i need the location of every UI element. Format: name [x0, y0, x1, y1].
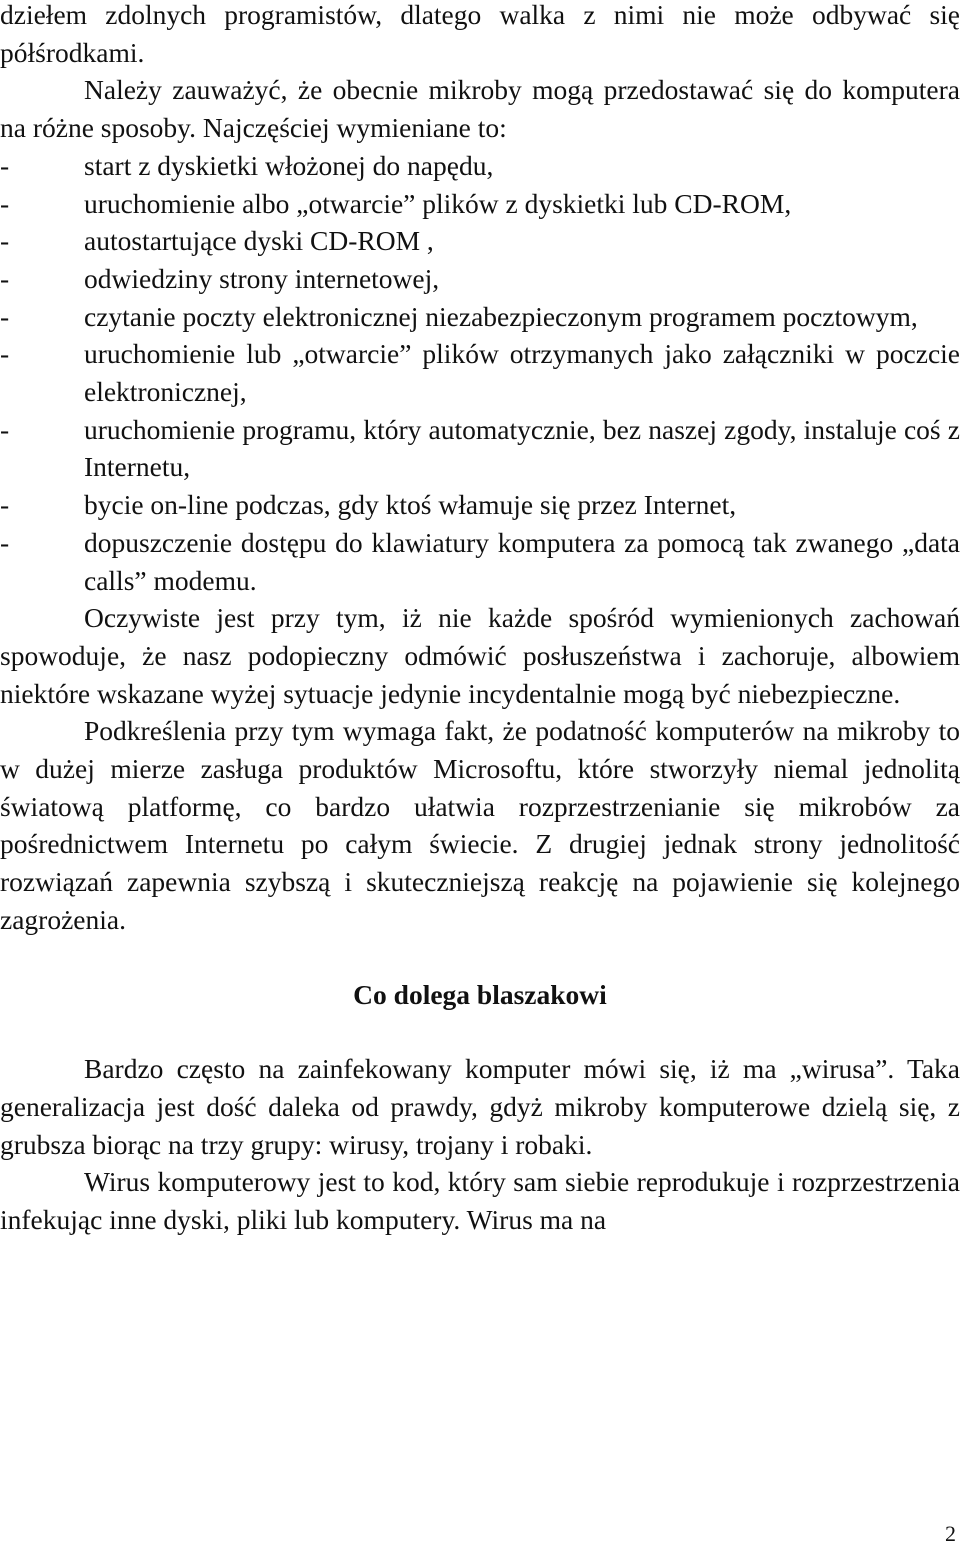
list-item-text: uruchomienie albo „otwarcie” plików z dyskietki lub CD-ROM,: [84, 187, 792, 219]
list-item-text: bycie on-line podczas, gdy ktoś włamuje się przez Internet,: [84, 489, 737, 521]
infection-methods-list: [0, 147, 960, 599]
list-dash: -: [0, 413, 10, 445]
list-item: [0, 298, 960, 336]
paragraph-wirus: Wirus komputerowy jest to kod, który sam siebie reprodukuje i rozprzestrzenia infekując inne dyski, pliki lub komputery. Wirus ma na: [0, 1166, 960, 1236]
list-dash: -: [0, 300, 10, 332]
list-item: [0, 335, 960, 410]
list-item-text: dopuszczenie dostępu do klawiatury komputera za pomocą tak zwanego „data calls” modemu.: [84, 526, 960, 596]
list-dash: -: [0, 262, 10, 294]
list-item-text: czytanie poczty elektronicznej niezabezpieczonym programem pocztowym,: [84, 300, 918, 332]
list-dash: -: [0, 149, 10, 181]
list-item: [0, 411, 960, 486]
list-item: [0, 185, 960, 223]
list-item: [0, 222, 960, 260]
list-item: [0, 524, 960, 599]
list-dash: -: [0, 187, 10, 219]
list-item-text: autostartujące dyski CD-ROM ,: [84, 225, 434, 257]
list-dash: -: [0, 526, 10, 558]
paragraph-bardzo: Bardzo często na zainfekowany komputer mówi się, iż ma „wirusa”. Taka generalizacja jest dość daleka od prawdy, gdyż mikroby komputerowe dzielą się, z grubsza biorąc na trzy grupy: wirusy, trojany i robaki.: [0, 1053, 960, 1160]
section-heading: Co dolega blaszakowi: [353, 978, 607, 1010]
list-item-text: uruchomienie lub „otwarcie” plików otrzymanych jako załączniki w poczcie elektronicznej,: [84, 338, 960, 408]
paragraph-intro: Należy zauważyć, że obecnie mikroby mogą przedostawać się do komputera na różne sposoby. Najczęściej wymieniane to:: [0, 74, 960, 144]
list-dash: -: [0, 489, 10, 521]
list-item-text: odwiedziny strony internetowej,: [84, 262, 440, 294]
list-item: [0, 486, 960, 524]
list-item-text: start z dyskietki włożonej do napędu,: [84, 149, 494, 181]
list-item-text: uruchomienie programu, który automatycznie, bez naszej zgody, instaluje coś z Internetu,: [84, 413, 960, 483]
page-number: 2: [945, 1521, 956, 1546]
paragraph-oczywiste: Oczywiste jest przy tym, iż nie każde spośród wymienionych zachowań spowoduje, że nasz podopieczny odmówić posłuszeństwa i zachoruje, albowiem niektóre wskazane wyżej sytuacje jedynie incydentalnie mogą być niebezpieczne.: [0, 602, 960, 709]
paragraph-podkreslenia: Podkreślenia przy tym wymaga fakt, że podatność komputerów na mikroby to w dużej mierze zasługa produktów Microsoftu, które stworzyły niemal jednolitą światową platformę, co bardzo ułatwia rozprzestrzenianie się mikrobów za pośrednictwem Internetu po całym świecie. Z drugiej jednak strony jednolitość rozwiązań zapewnia szybszą i skuteczniejszą reakcję na pojawienie się kolejnego zagrożenia.: [0, 715, 960, 935]
list-dash: -: [0, 225, 10, 257]
list-dash: -: [0, 338, 10, 370]
paragraph-continuation: dziełem zdolnych programistów, dlatego walka z nimi nie może odbywać się półśrodkami.: [0, 0, 960, 68]
list-item: [0, 260, 960, 298]
list-item: [0, 147, 960, 185]
